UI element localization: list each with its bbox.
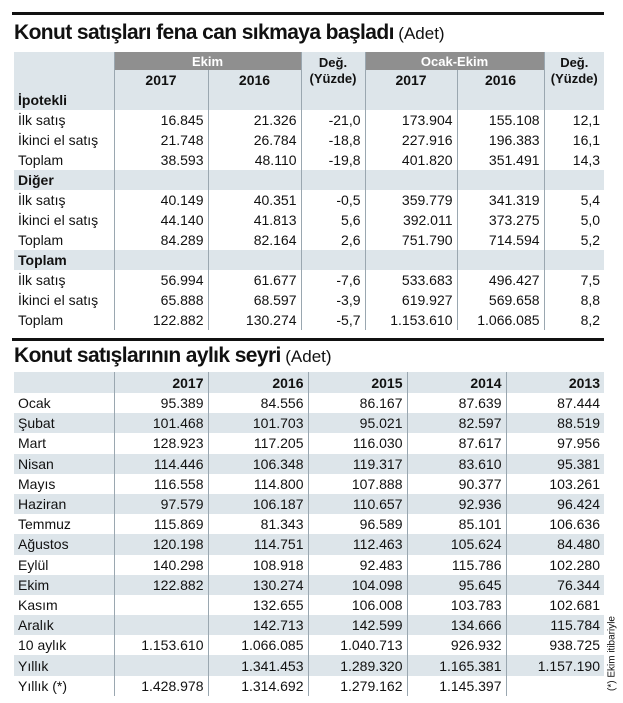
- value-cell: 751.790: [365, 230, 457, 250]
- month-label: Ağustos: [14, 534, 114, 554]
- value-cell: 496.427: [457, 270, 544, 290]
- value-cell: 83.610: [407, 454, 506, 474]
- value-cell: 130.274: [208, 310, 301, 330]
- table-row: [14, 130, 604, 150]
- month-label: Kasım: [14, 595, 114, 615]
- change-cell: 8,8: [544, 290, 604, 310]
- value-cell: 61.677: [208, 270, 301, 290]
- section-blank-cell: [301, 170, 365, 190]
- column-header: 2017: [114, 372, 208, 393]
- month-label: Haziran: [14, 494, 114, 514]
- value-cell: 569.658: [457, 290, 544, 310]
- section-blank-cell: [208, 170, 301, 190]
- column-header: [14, 372, 114, 393]
- header-row: [14, 372, 604, 393]
- value-cell: 88.519: [506, 413, 604, 433]
- section-blank-cell: [457, 170, 544, 190]
- value-cell: 120.198: [114, 534, 208, 554]
- value-cell: 56.994: [114, 270, 208, 290]
- value-cell: 16.845: [114, 110, 208, 130]
- change-header-line2: (Yüzde): [550, 71, 598, 86]
- section-blank-cell: [114, 90, 208, 110]
- value-cell: 85.101: [407, 514, 506, 534]
- value-cell: 103.261: [506, 474, 604, 494]
- monthly-sales-table: [14, 372, 604, 696]
- value-cell: 938.725: [506, 635, 604, 655]
- value-cell: 401.820: [365, 150, 457, 170]
- section-blank-cell: [208, 90, 301, 110]
- value-cell: 140.298: [114, 555, 208, 575]
- table-row: [14, 290, 604, 310]
- value-cell: 1.314.692: [208, 676, 308, 696]
- value-cell: 106.348: [208, 454, 308, 474]
- value-cell: 87.617: [407, 433, 506, 453]
- table2-title-text: Konut satışlarının aylık seyri: [14, 344, 281, 367]
- table-row: [14, 655, 604, 675]
- change-cell: 16,1: [544, 130, 604, 150]
- value-cell: 97.579: [114, 494, 208, 514]
- value-cell: 86.167: [308, 393, 407, 413]
- table-row: [14, 190, 604, 210]
- value-cell: 26.784: [208, 130, 301, 150]
- value-cell: 92.936: [407, 494, 506, 514]
- year-header: 2016: [208, 70, 301, 90]
- footnote: [603, 612, 621, 702]
- table-row: [14, 474, 604, 494]
- change-cell: 5,6: [301, 210, 365, 230]
- value-cell: 142.713: [208, 615, 308, 635]
- footnote-text: (*) Ekim itibariyle: [606, 616, 618, 692]
- table-row: [14, 270, 604, 290]
- change-cell: -21,0: [301, 110, 365, 130]
- value-cell: 103.783: [407, 595, 506, 615]
- value-cell: 1.341.453: [208, 655, 308, 675]
- month-label: Ekim: [14, 575, 114, 595]
- month-label: 10 aylık: [14, 635, 114, 655]
- change-cell: 5,4: [544, 190, 604, 210]
- section-blank-cell: [457, 90, 544, 110]
- value-cell: 81.343: [208, 514, 308, 534]
- value-cell: 95.645: [407, 575, 506, 595]
- value-cell: 84.289: [114, 230, 208, 250]
- value-cell: [114, 615, 208, 635]
- value-cell: 95.021: [308, 413, 407, 433]
- month-label: Yıllık: [14, 655, 114, 675]
- value-cell: 106.636: [506, 514, 604, 534]
- change-cell: 7,5: [544, 270, 604, 290]
- value-cell: 1.066.085: [457, 310, 544, 330]
- value-cell: 90.377: [407, 474, 506, 494]
- value-cell: 96.589: [308, 514, 407, 534]
- value-cell: 108.918: [208, 555, 308, 575]
- value-cell: 1.066.085: [208, 635, 308, 655]
- change-header-line1: Değ.: [318, 55, 348, 70]
- table-row: [14, 433, 604, 453]
- column-header: 2015: [308, 372, 407, 393]
- value-cell: 110.657: [308, 494, 407, 514]
- value-cell: 130.274: [208, 575, 308, 595]
- value-cell: 1.153.610: [114, 635, 208, 655]
- section-header-row: [14, 170, 604, 190]
- value-cell: 119.317: [308, 454, 407, 474]
- value-cell: 1.165.381: [407, 655, 506, 675]
- group-header-ocak-ekim: Ocak-Ekim: [365, 52, 544, 70]
- table-row: [14, 595, 604, 615]
- month-label: Nisan: [14, 454, 114, 474]
- value-cell: 115.786: [407, 555, 506, 575]
- value-cell: 1.145.397: [407, 676, 506, 696]
- value-cell: 95.389: [114, 393, 208, 413]
- table-row: [14, 393, 604, 413]
- month-label: Aralık: [14, 615, 114, 635]
- table-row: [14, 310, 604, 330]
- row-label: İkinci el satış: [14, 290, 114, 310]
- row-label: İkinci el satış: [14, 130, 114, 150]
- value-cell: 21.326: [208, 110, 301, 130]
- value-cell: [506, 676, 604, 696]
- value-cell: 106.187: [208, 494, 308, 514]
- value-cell: 104.098: [308, 575, 407, 595]
- change-cell: -18,8: [301, 130, 365, 150]
- value-cell: 1.279.162: [308, 676, 407, 696]
- table-row: [14, 494, 604, 514]
- change-cell: -0,5: [301, 190, 365, 210]
- value-cell: 101.468: [114, 413, 208, 433]
- value-cell: 392.011: [365, 210, 457, 230]
- month-label: Mayıs: [14, 474, 114, 494]
- table-row: [14, 110, 604, 130]
- value-cell: 106.008: [308, 595, 407, 615]
- value-cell: 1.040.713: [308, 635, 407, 655]
- table1-unit: (Adet): [398, 24, 445, 43]
- change-header-line2: (Yüzde): [309, 71, 357, 86]
- value-cell: 373.275: [457, 210, 544, 230]
- value-cell: 142.599: [308, 615, 407, 635]
- change-header-ocak-ekim: [544, 52, 604, 90]
- month-label: Ocak: [14, 393, 114, 413]
- column-header: 2016: [208, 372, 308, 393]
- table-row: [14, 615, 604, 635]
- section-blank-cell: [365, 170, 457, 190]
- change-cell: -5,7: [301, 310, 365, 330]
- value-cell: 116.030: [308, 433, 407, 453]
- section-blank-cell: [301, 250, 365, 270]
- value-cell: 38.593: [114, 150, 208, 170]
- sales-summary-table: [14, 52, 604, 330]
- value-cell: 40.351: [208, 190, 301, 210]
- corner-cell: [14, 52, 114, 70]
- change-cell: 8,2: [544, 310, 604, 330]
- value-cell: 92.483: [308, 555, 407, 575]
- column-header: 2014: [407, 372, 506, 393]
- value-cell: 619.927: [365, 290, 457, 310]
- value-cell: 84.556: [208, 393, 308, 413]
- value-cell: 101.703: [208, 413, 308, 433]
- month-label: Temmuz: [14, 514, 114, 534]
- table-row: [14, 555, 604, 575]
- section-label: Toplam: [14, 250, 114, 270]
- section-blank-cell: [457, 250, 544, 270]
- row-label: İlk satış: [14, 190, 114, 210]
- value-cell: 82.164: [208, 230, 301, 250]
- value-cell: 82.597: [407, 413, 506, 433]
- section-header-row: [14, 250, 604, 270]
- change-cell: 14,3: [544, 150, 604, 170]
- year-header: 2017: [114, 70, 208, 90]
- section-blank-cell: [114, 170, 208, 190]
- section-blank-cell: [544, 90, 604, 110]
- table-row: [14, 635, 604, 655]
- value-cell: 359.779: [365, 190, 457, 210]
- table2-unit: (Adet): [285, 347, 332, 366]
- value-cell: 122.882: [114, 310, 208, 330]
- value-cell: 112.463: [308, 534, 407, 554]
- value-cell: 115.869: [114, 514, 208, 534]
- change-cell: -3,9: [301, 290, 365, 310]
- section-blank-cell: [544, 170, 604, 190]
- section-label: İpotekli: [14, 90, 114, 110]
- table-row: [14, 210, 604, 230]
- section-blank-cell: [365, 90, 457, 110]
- month-label: Yıllık (*): [14, 676, 114, 696]
- value-cell: 1.428.978: [114, 676, 208, 696]
- month-label: Eylül: [14, 555, 114, 575]
- row-label: İkinci el satış: [14, 210, 114, 230]
- section-blank-cell: [301, 90, 365, 110]
- summary-body: [14, 90, 604, 330]
- change-cell: -19,8: [301, 150, 365, 170]
- table1-title: [14, 18, 445, 48]
- value-cell: 114.751: [208, 534, 308, 554]
- change-header-ekim: [301, 52, 365, 90]
- table-row: [14, 454, 604, 474]
- year-header: 2016: [457, 70, 544, 90]
- value-cell: 97.956: [506, 433, 604, 453]
- value-cell: 116.558: [114, 474, 208, 494]
- value-cell: 341.319: [457, 190, 544, 210]
- row-label: İlk satış: [14, 270, 114, 290]
- value-cell: 132.655: [208, 595, 308, 615]
- value-cell: 87.444: [506, 393, 604, 413]
- section-label: Diğer: [14, 170, 114, 190]
- change-cell: 2,6: [301, 230, 365, 250]
- change-cell: 5,2: [544, 230, 604, 250]
- change-cell: 5,0: [544, 210, 604, 230]
- value-cell: 41.813: [208, 210, 301, 230]
- value-cell: 1.153.610: [365, 310, 457, 330]
- change-cell: 12,1: [544, 110, 604, 130]
- month-label: Mart: [14, 433, 114, 453]
- value-cell: 84.480: [506, 534, 604, 554]
- section-blank-cell: [544, 250, 604, 270]
- table-row: [14, 230, 604, 250]
- row-label: İlk satış: [14, 110, 114, 130]
- value-cell: 114.446: [114, 454, 208, 474]
- value-cell: [114, 595, 208, 615]
- table-row: [14, 575, 604, 595]
- value-cell: 87.639: [407, 393, 506, 413]
- table-row: [14, 534, 604, 554]
- value-cell: 107.888: [308, 474, 407, 494]
- value-cell: 1.289.320: [308, 655, 407, 675]
- value-cell: 21.748: [114, 130, 208, 150]
- value-cell: 96.424: [506, 494, 604, 514]
- value-cell: 44.140: [114, 210, 208, 230]
- value-cell: 95.381: [506, 454, 604, 474]
- value-cell: 122.882: [114, 575, 208, 595]
- table-row: [14, 514, 604, 534]
- value-cell: 76.344: [506, 575, 604, 595]
- row-label: Toplam: [14, 310, 114, 330]
- value-cell: 102.681: [506, 595, 604, 615]
- value-cell: 128.923: [114, 433, 208, 453]
- value-cell: 102.280: [506, 555, 604, 575]
- value-cell: [114, 655, 208, 675]
- value-cell: 227.916: [365, 130, 457, 150]
- value-cell: 114.800: [208, 474, 308, 494]
- row-label: Toplam: [14, 150, 114, 170]
- value-cell: 65.888: [114, 290, 208, 310]
- value-cell: 173.904: [365, 110, 457, 130]
- value-cell: 40.149: [114, 190, 208, 210]
- monthly-body: [14, 372, 604, 696]
- value-cell: 155.108: [457, 110, 544, 130]
- row-label: Toplam: [14, 230, 114, 250]
- value-cell: 351.491: [457, 150, 544, 170]
- group-header-ekim: Ekim: [114, 52, 301, 70]
- section-header-row: [14, 90, 604, 110]
- year-header: 2017: [365, 70, 457, 90]
- table-row: [14, 676, 604, 696]
- value-cell: 134.666: [407, 615, 506, 635]
- table-row: [14, 413, 604, 433]
- change-cell: -7,6: [301, 270, 365, 290]
- value-cell: 196.383: [457, 130, 544, 150]
- corner-cell: [14, 70, 114, 90]
- table1-title-text: Konut satışları fena can sıkmaya başladı: [14, 21, 394, 44]
- section-blank-cell: [208, 250, 301, 270]
- top-rule: [12, 12, 604, 15]
- table2-title: [14, 341, 332, 371]
- value-cell: 105.624: [407, 534, 506, 554]
- column-header: 2013: [506, 372, 604, 393]
- value-cell: 1.157.190: [506, 655, 604, 675]
- value-cell: 926.932: [407, 635, 506, 655]
- value-cell: 714.594: [457, 230, 544, 250]
- value-cell: 68.597: [208, 290, 301, 310]
- change-header-line1: Değ.: [560, 55, 589, 70]
- value-cell: 117.205: [208, 433, 308, 453]
- section-blank-cell: [114, 250, 208, 270]
- value-cell: 48.110: [208, 150, 301, 170]
- value-cell: 533.683: [365, 270, 457, 290]
- section-blank-cell: [365, 250, 457, 270]
- value-cell: 115.784: [506, 615, 604, 635]
- month-label: Şubat: [14, 413, 114, 433]
- table-row: [14, 150, 604, 170]
